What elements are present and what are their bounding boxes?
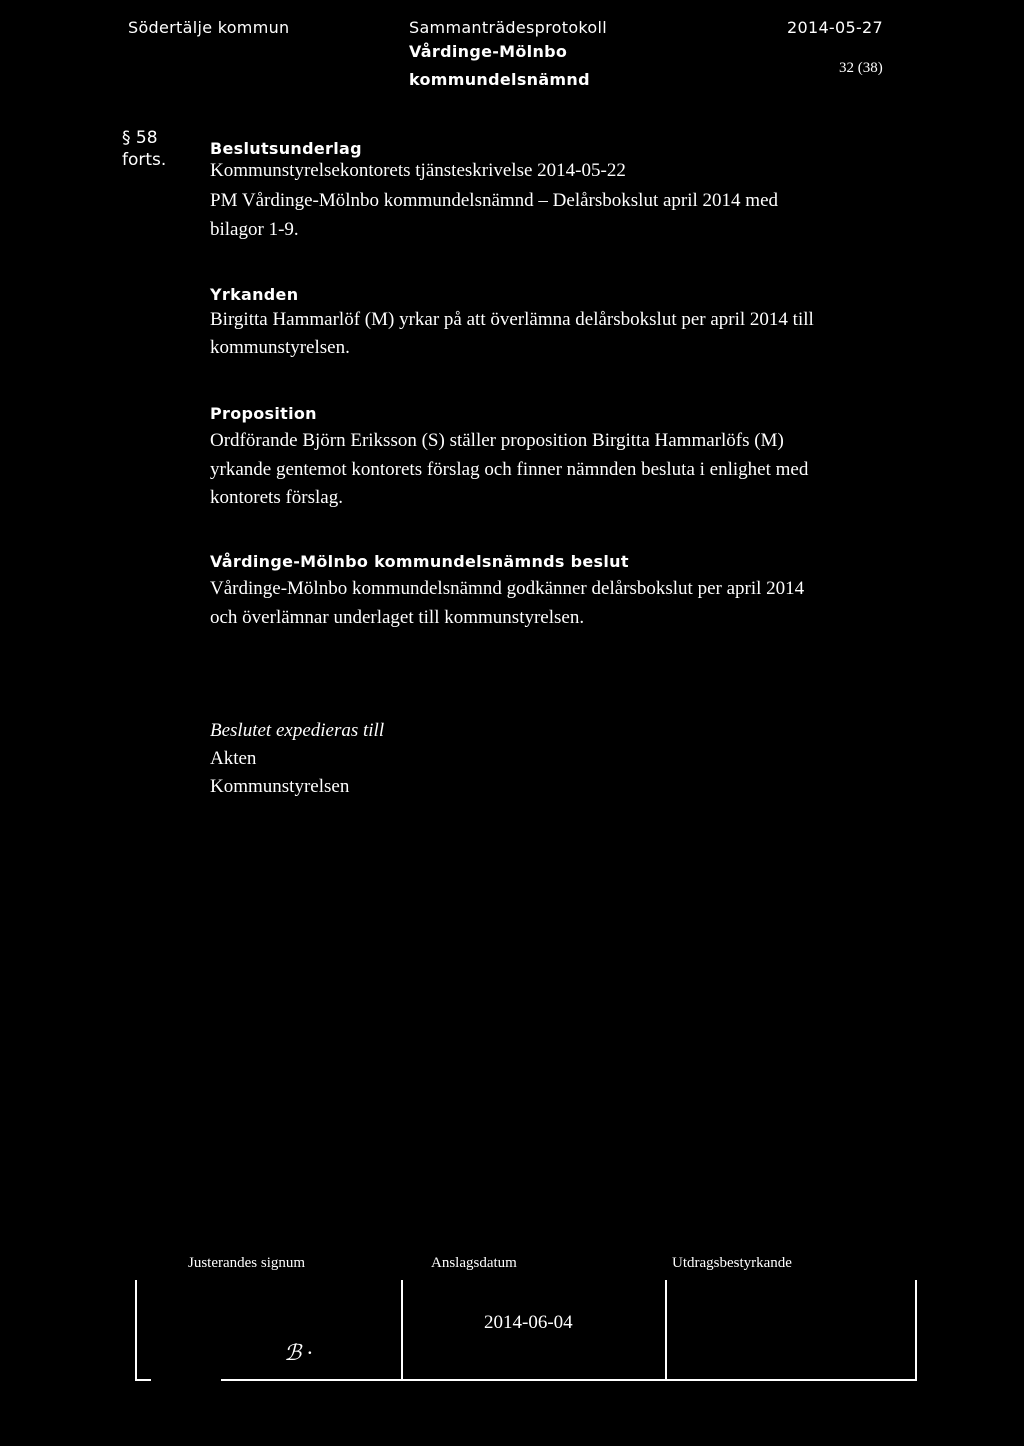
decision-line: och överlämnar underlaget till kommunstyrelsen.: [210, 607, 585, 628]
dispatch-heading: Beslutet expedieras till: [210, 720, 385, 741]
decision-basis-line: PM Vårdinge-Mölnbo kommundelsnämnd – Delårsbokslut april 2014 med: [210, 190, 779, 211]
motions-line: kommunstyrelsen.: [210, 337, 350, 358]
certification-column-label: Utdragsbestyrkande: [672, 1255, 792, 1271]
proposition-line: Ordförande Björn Eriksson (S) ställer proposition Birgitta Hammarlöfs (M): [210, 430, 784, 451]
table-divider: [665, 1280, 667, 1381]
proposition-line: kontorets förslag.: [210, 487, 343, 508]
dispatch-recipient: Kommunstyrelsen: [210, 776, 350, 797]
motions-line: Birgitta Hammarlöf (M) yrkar på att överlämna delårsbokslut per april 2014 till: [210, 309, 814, 330]
board-name-line2: kommundelsnämnd: [409, 70, 590, 89]
paragraph-continued: forts.: [122, 150, 167, 170]
decision-basis-line: Kommunstyrelsekontorets tjänsteskrivelse 2014-05-22: [210, 160, 626, 181]
table-border-left: [135, 1280, 137, 1381]
motions-heading: Yrkanden: [210, 285, 299, 304]
board-name-line1: Vårdinge-Mölnbo: [409, 42, 568, 61]
table-border-bottom-stub: [135, 1379, 151, 1381]
decision-basis-line: bilagor 1-9.: [210, 219, 299, 240]
decision-heading: Vårdinge-Mölnbo kommundelsnämnds beslut: [210, 552, 629, 571]
meeting-date: 2014-05-27: [787, 18, 883, 37]
paragraph-number: § 58: [122, 128, 158, 148]
handwritten-signature: ℬ ·: [284, 1340, 313, 1365]
table-border-right: [915, 1280, 917, 1381]
posting-date-value: 2014-06-04: [484, 1312, 573, 1333]
table-divider: [401, 1280, 403, 1381]
dispatch-recipient: Akten: [210, 748, 257, 769]
page-number: 32 (38): [839, 60, 883, 76]
posting-date-column-label: Anslagsdatum: [431, 1255, 517, 1271]
proposition-heading: Proposition: [210, 404, 317, 423]
table-border-bottom: [221, 1379, 917, 1381]
decision-line: Vårdinge-Mölnbo kommundelsnämnd godkänner delårsbokslut per april 2014: [210, 578, 805, 599]
document-type: Sammanträdesprotokoll: [409, 18, 607, 37]
decision-basis-heading: Beslutsunderlag: [210, 139, 362, 158]
proposition-line: yrkande gentemot kontorets förslag och finner nämnden besluta i enlighet med: [210, 459, 809, 480]
municipality-name: Södertälje kommun: [128, 18, 290, 37]
signature-column-label: Justerandes signum: [188, 1255, 306, 1271]
